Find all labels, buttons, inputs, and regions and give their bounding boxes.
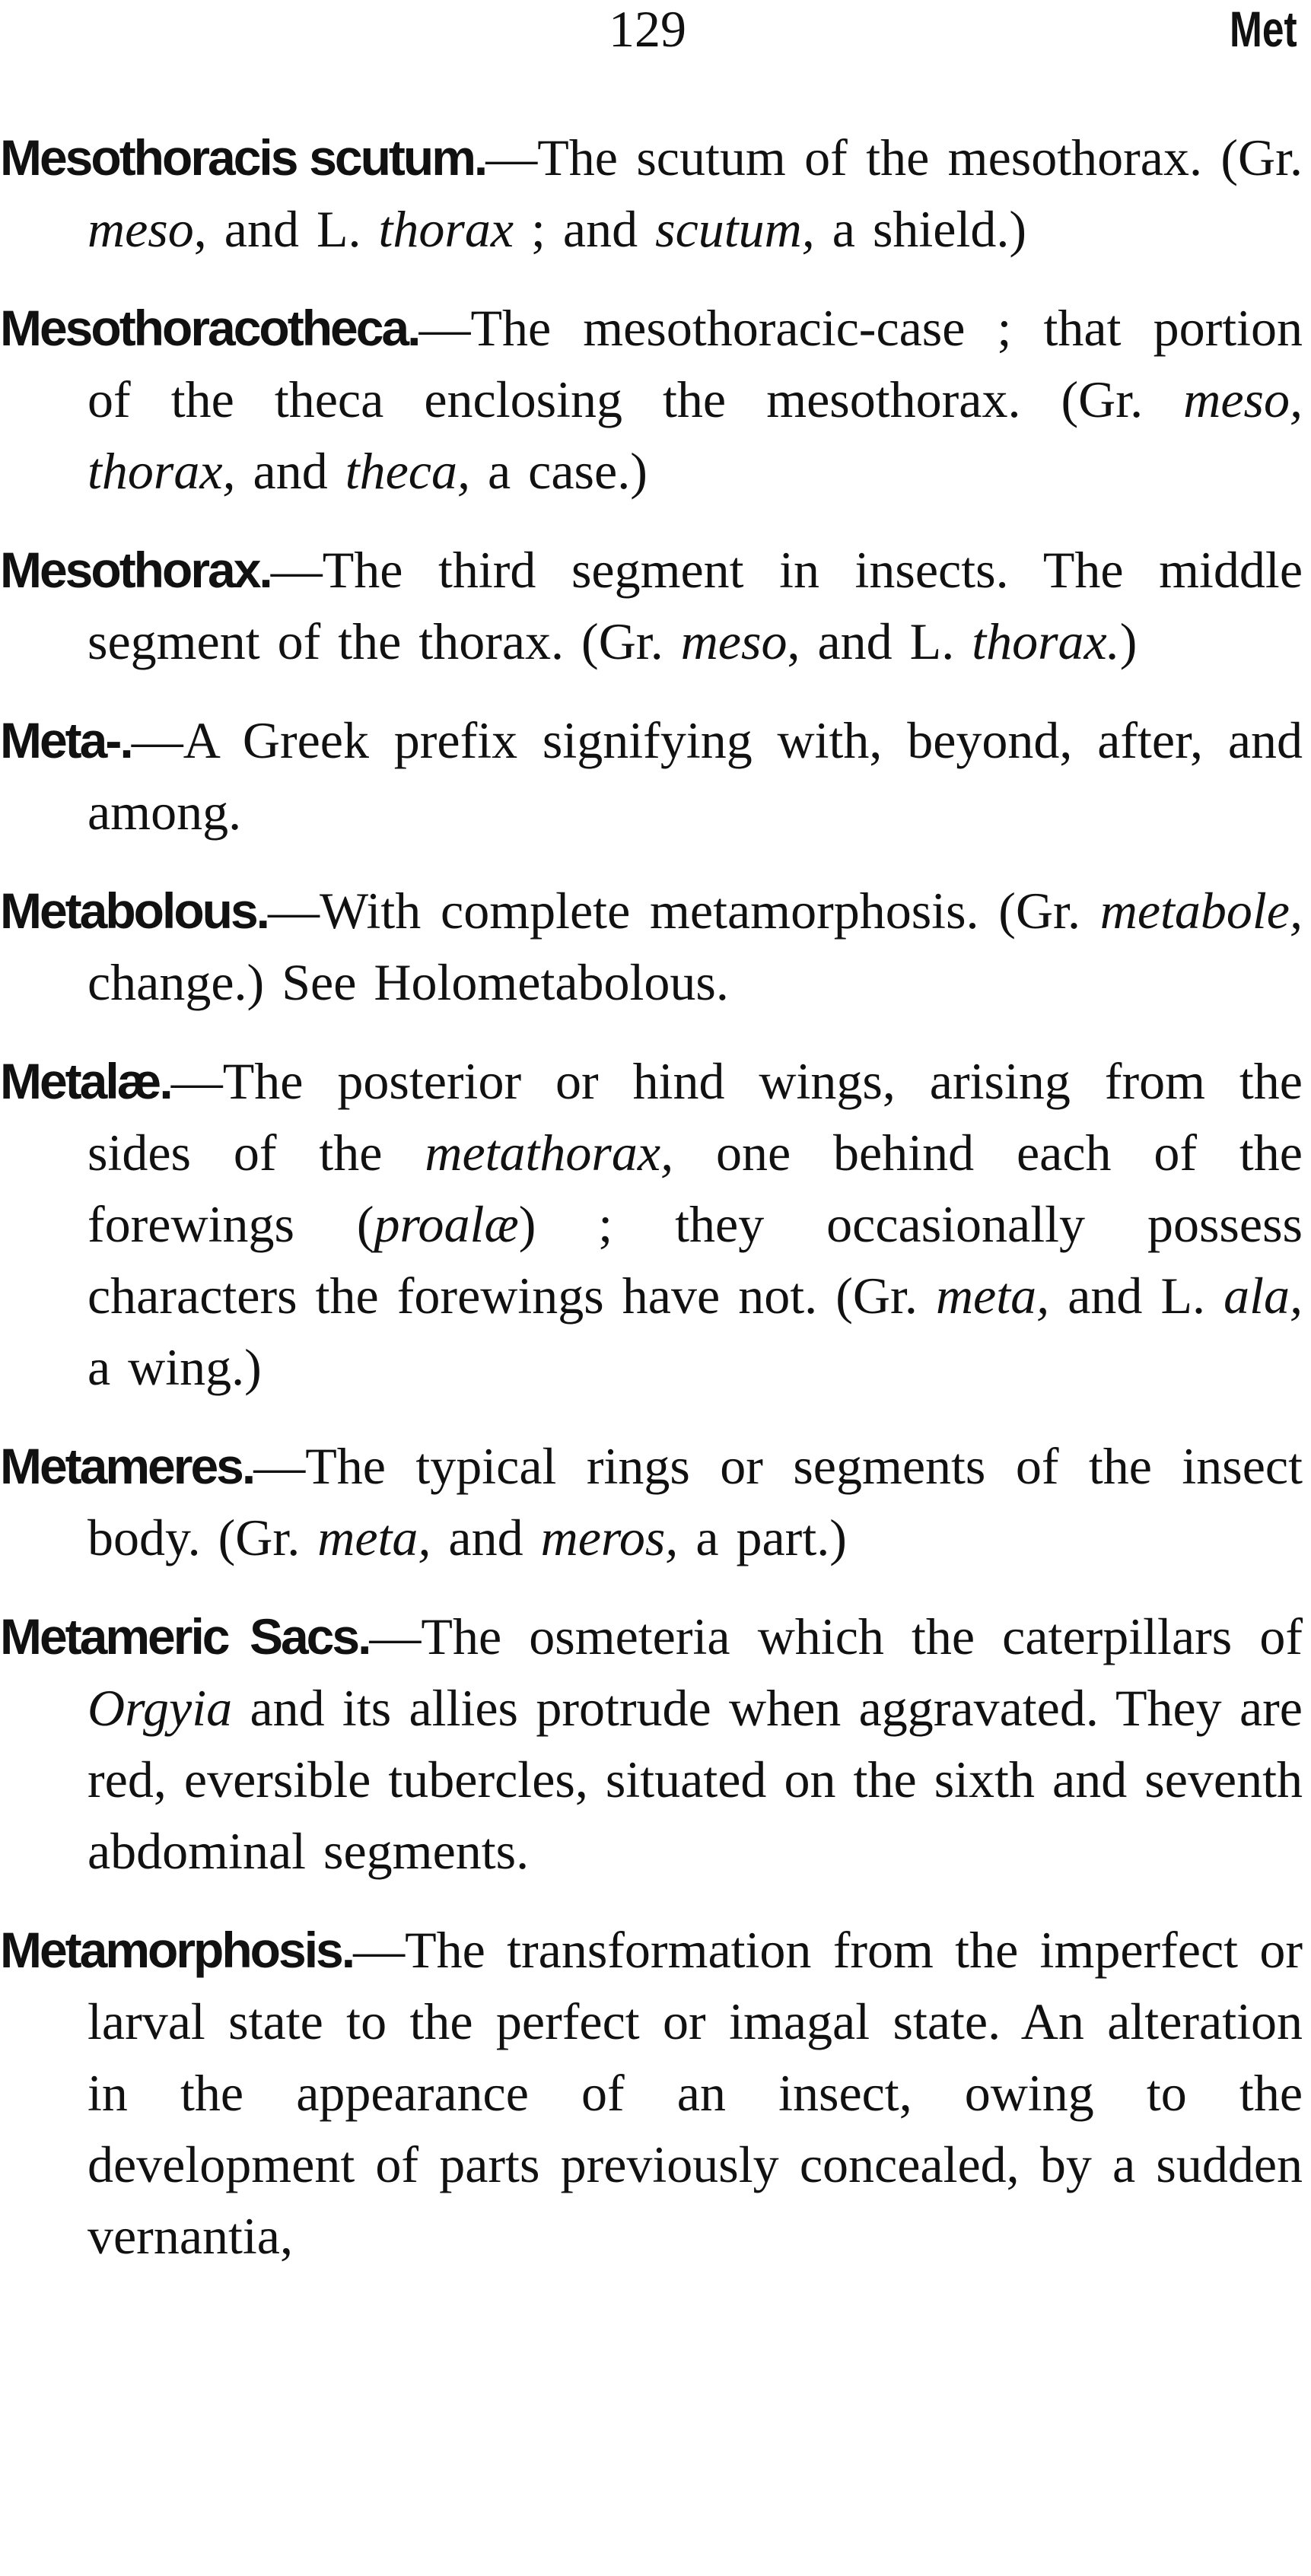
definition-text: —With complete metamorphosis. (Gr. [268, 882, 1100, 940]
definition-text: a case.) [470, 442, 648, 500]
entry-headword: Metamorphosis. [0, 1922, 354, 1978]
dictionary-entry [0, 122, 1303, 265]
definition-italic: thorax. [972, 612, 1120, 670]
definition-text: ) [1119, 612, 1138, 670]
definition-italic: Orgyia [88, 1679, 233, 1737]
definition-italic: theca, [345, 442, 470, 500]
entry-headword: Metabolous. [0, 883, 269, 939]
definition-text: a part.) [678, 1509, 847, 1566]
definition-italic: meso [680, 612, 788, 670]
definition-italic: ala, [1223, 1267, 1303, 1325]
definition-italic: thorax [378, 200, 514, 258]
dictionary-entry [0, 534, 1303, 677]
entry-headword: Metameres. [0, 1438, 254, 1494]
definition-text: —The osmeteria which the caterpillars of [369, 1608, 1303, 1665]
definition-italic: proalæ [374, 1195, 519, 1253]
dictionary-entry [0, 292, 1303, 507]
definition-italic: metathorax, [425, 1124, 674, 1181]
dictionary-entry [0, 1430, 1303, 1573]
definition-text: —The transformation from the imperfect or larval state to the perfect or imagal state. An alteration in the appearance of an insect, owing to the development of parts previously concealed, by a sudden vernantia, [88, 1921, 1303, 2265]
dictionary-entry [0, 875, 1303, 1018]
definition-text: one behind each of the forewings ( [88, 1124, 1303, 1253]
definition-text: , and L. [193, 200, 379, 258]
entry-headword: Meta-. [0, 712, 132, 768]
definition-text: a wing.) [88, 1338, 262, 1396]
definition-text: a shield.) [814, 200, 1027, 258]
definition-text: and [235, 442, 345, 500]
definition-text: ) ; they occasionally possess characters the forewings have not. (Gr. [88, 1195, 1303, 1325]
definition-italic: metabole, [1099, 882, 1303, 940]
definition-text: —The typical rings or segments of the insect body. (Gr. [88, 1437, 1303, 1566]
definition-text: —The mesothoracic-case ; that portion of the theca enclosing the mesothorax. (Gr. [88, 299, 1303, 428]
definition-text: —The third segment in insects. The middle segment of the thorax. (Gr. [88, 541, 1303, 670]
definition-italic: meso [88, 200, 194, 258]
definition-italic: meros, [540, 1509, 679, 1566]
entry-headword: Mesothoracotheca. [0, 300, 419, 356]
entry-headword: Metameric Sacs. [0, 1608, 370, 1665]
definition-italic: meta, [317, 1509, 431, 1566]
definition-italic: scutum, [655, 200, 815, 258]
entry-list [0, 122, 1303, 2299]
dictionary-entry [0, 1601, 1303, 1887]
definition-text: , and L. [787, 612, 972, 670]
page-number: 129 [609, 0, 686, 58]
definition-text: —A Greek prefix signifying with, beyond, after, and among. [88, 711, 1303, 841]
guide-word: Met [1230, 1, 1297, 57]
entry-headword: Mesothoracis scutum. [0, 129, 486, 186]
definition-text: —The posterior or hind wings, arising from the sides of the [88, 1052, 1303, 1181]
definition-text: —The scutum of the mesothorax. (Gr. [485, 129, 1303, 186]
entry-headword: Metalæ. [0, 1053, 171, 1109]
dictionary-entry [0, 1045, 1303, 1403]
definition-text: ; and [514, 200, 656, 258]
definition-text: and [431, 1509, 541, 1566]
definition-italic: meso, thorax, [88, 370, 1303, 500]
running-head [0, 0, 1311, 76]
definition-text: change.) See Holometabolous. [88, 953, 729, 1011]
dictionary-entry [0, 704, 1303, 848]
definition-text: and L. [1049, 1267, 1224, 1325]
dictionary-entry [0, 1914, 1303, 2272]
definition-italic: meta, [935, 1267, 1050, 1325]
definition-text: and its allies protrude when aggravated. They are red, eversible tubercles, situated on the sixth and seventh abdominal segments. [88, 1679, 1303, 1880]
entry-headword: Mesothorax. [0, 542, 271, 598]
